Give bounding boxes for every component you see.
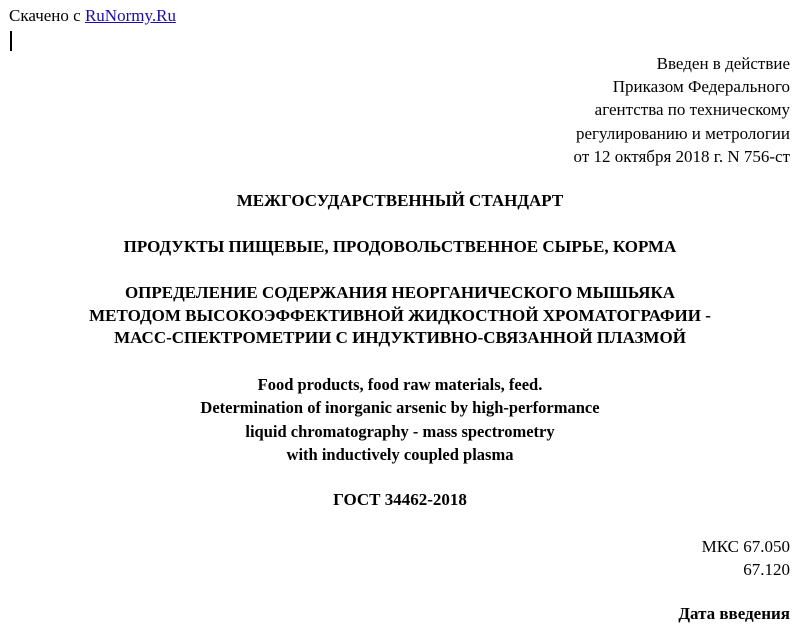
- classifier-code: МКС 67.050: [701, 537, 790, 556]
- title-russian-line: МАСС-СПЕКТРОМЕТРИИ С ИНДУКТИВНО-СВЯЗАННОЙ ПЛАЗМОЙ: [114, 328, 686, 347]
- title-english-line: liquid chromatography - mass spectrometry: [245, 421, 555, 441]
- title-russian-line: ОПРЕДЕЛЕНИЕ СОДЕРЖАНИЯ НЕОРГАНИЧЕСКОГО МЫШЬЯКА: [124, 283, 676, 302]
- title-russian-line: МЕТОДОМ ВЫСОКОЭФФЕКТИВНОЙ ЖИДКОСТНОЙ ХРОМАТОГРАФИИ -: [89, 305, 711, 325]
- enactment-line: регулированию и метрологии: [575, 123, 790, 143]
- enactment-line: Приказом Федерального: [612, 77, 790, 97]
- standard-type-heading: МЕЖГОСУДАРСТВЕННЫЙ СТАНДАРТ: [236, 191, 564, 210]
- enactment-line: агентства по техническому: [594, 100, 790, 120]
- date-of-introduction-label: Дата введения: [678, 604, 790, 623]
- source-link[interactable]: RuNormy.Ru: [84, 6, 176, 25]
- title-english-line: Determination of inorganic arsenic by high-performance: [200, 398, 600, 418]
- title-english-line: with inductively coupled plasma: [286, 444, 514, 464]
- title-english: [0, 373, 800, 466]
- source-prefix: Скачено с: [9, 6, 85, 25]
- text-cursor: [10, 31, 12, 51]
- title-russian: [0, 282, 800, 350]
- enactment-note: [470, 52, 790, 168]
- enactment-line: от 12 октября 2018 г. N 756-ст: [573, 146, 790, 166]
- classifier-code: 67.120: [743, 560, 790, 579]
- enactment-line: Введен в действие: [656, 54, 790, 73]
- gost-number: ГОСТ 34462-2018: [333, 490, 467, 509]
- title-english-line: Food products, food raw materials, feed.: [257, 375, 543, 394]
- product-group-heading: ПРОДУКТЫ ПИЩЕВЫЕ, ПРОДОВОЛЬСТВЕННОЕ СЫРЬЕ, КОРМА: [123, 237, 677, 256]
- classifier-codes: [702, 535, 790, 581]
- source-line: [9, 6, 176, 26]
